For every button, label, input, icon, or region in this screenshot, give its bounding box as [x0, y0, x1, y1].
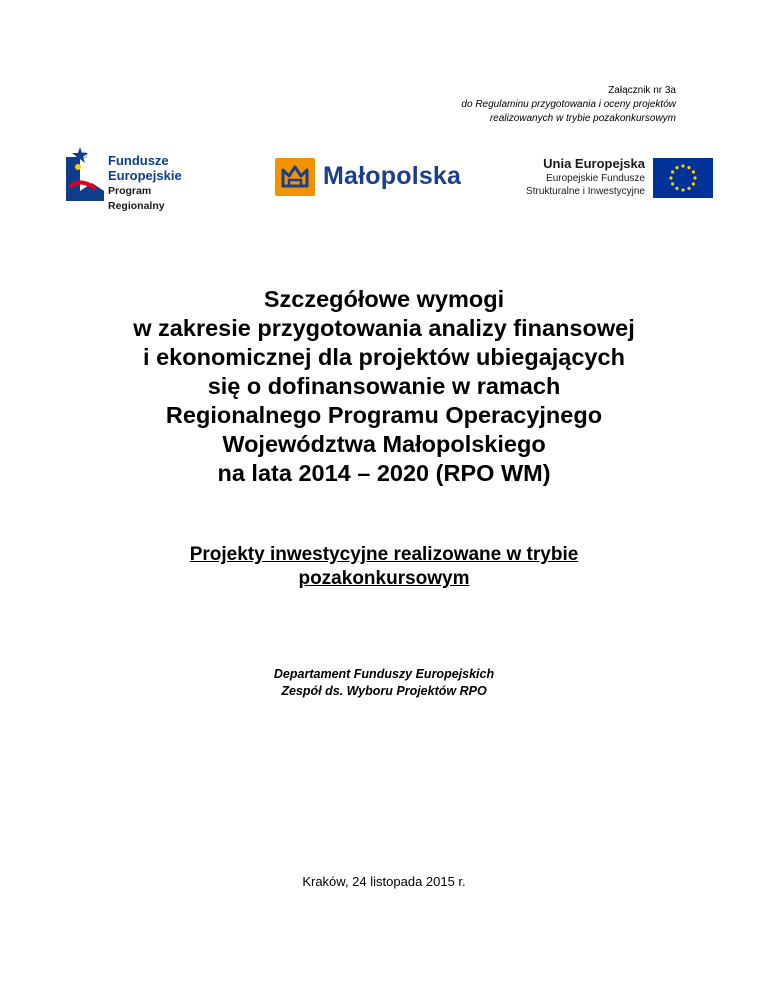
- title-line: w zakresie przygotowania analizy finansowej: [133, 315, 635, 341]
- title-line: Regionalnego Programu Operacyjnego: [165, 402, 603, 428]
- title-line: i ekonomicznej dla projektów ubiegających: [143, 344, 625, 370]
- department-info: [40, 666, 728, 700]
- ue-line2: Europejskie Fundusze: [546, 173, 645, 184]
- fundusze-europejskie-logo-icon: [66, 147, 104, 201]
- eu-flag-icon: [653, 158, 713, 198]
- ue-line1: Unia Europejska: [543, 156, 645, 171]
- title-line: Szczegółowe wymogi: [263, 286, 505, 312]
- fe-line2: Europejskie: [108, 168, 182, 183]
- fe-line1: Fundusze: [108, 153, 169, 168]
- unia-europejska-logo: [505, 155, 715, 200]
- title-line: na lata 2014 – 2020 (RPO WM): [217, 460, 551, 486]
- ue-line3: Strukturalne i Inwestycyjne: [526, 186, 645, 197]
- malopolska-logo: [275, 158, 475, 198]
- document-subtitle: [40, 543, 728, 591]
- annex-number: Załącznik nr 3a: [608, 85, 676, 96]
- subtitle-line: Projekty inwestycyjne realizowane w trybie: [189, 544, 579, 565]
- annex-reference: do Regulaminu przygotowania i oceny projektów: [461, 99, 676, 110]
- title-line: się o dofinansowanie w ramach: [207, 373, 561, 399]
- fundusze-europejskie-logo: [66, 147, 206, 212]
- team-name: Zespół ds. Wyboru Projektów RPO: [281, 684, 487, 698]
- department-name: Departament Funduszy Europejskich: [273, 667, 495, 681]
- annex-note: [316, 84, 676, 126]
- malopolska-crown-icon: [275, 158, 315, 196]
- fundusze-europejskie-text: [108, 153, 206, 214]
- place-date: Kraków, 24 listopada 2015 r.: [302, 874, 466, 889]
- subtitle-line: pozakonkursowym: [298, 568, 470, 589]
- annex-reference-cont: realizowanych w trybie pozakonkursowym: [489, 113, 676, 124]
- title-line: Województwa Małopolskiego: [222, 431, 546, 457]
- document-title: [40, 285, 728, 488]
- fe-line3: Program Regionalny: [108, 185, 165, 212]
- unia-europejska-text: [505, 157, 645, 198]
- malopolska-text: Małopolska: [323, 162, 462, 190]
